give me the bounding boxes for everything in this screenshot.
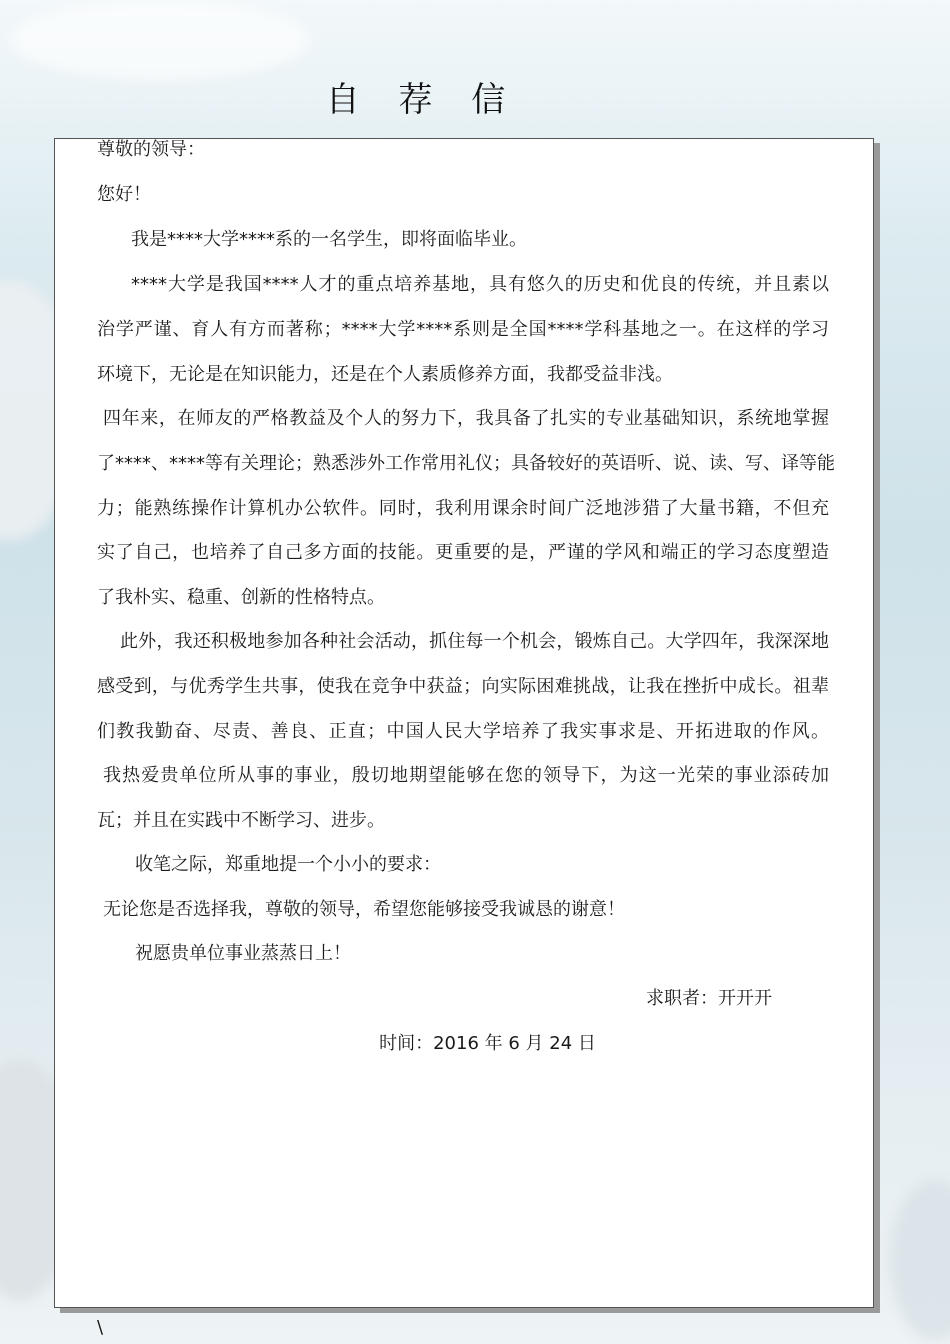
background-decoration — [890, 1180, 950, 1340]
stray-mark: \ — [97, 1317, 104, 1338]
body-line: 我热爱贵单位所从事的事业，殷切地期望能够在您的领导下，为这一光荣的事业添砖加 — [103, 765, 829, 786]
body-line: 瓦；并且在实践中不断学习、进步。 — [97, 810, 385, 831]
letter-date: 时间：2016 年 6 月 24 日 — [379, 1033, 596, 1054]
body-line: 治学严谨、育人有方而著称；****大学****系则是全国****学科基地之一。在这样的学习 — [97, 319, 829, 340]
body-line: 无论您是否选择我，尊敬的领导，希望您能够接受我诚恳的谢意！ — [103, 899, 625, 920]
body-line: 收笔之际，郑重地提一个小小的要求： — [135, 854, 441, 875]
body-line: 我是****大学****系的一名学生，即将面临毕业。 — [131, 229, 527, 250]
page-title: 自 荐 信 — [325, 80, 520, 120]
greeting: 您好！ — [97, 184, 151, 205]
body-line: 力；能熟练操作计算机办公软件。同时，我利用课余时间广泛地涉猎了大量书籍，不但充 — [97, 498, 829, 519]
signature: 求职者：开开开 — [646, 988, 772, 1009]
background-highlight — [10, 0, 310, 80]
salutation: 尊敬的领导： — [97, 139, 205, 160]
body-line: 环境下，无论是在知识能力，还是在个人素质修养方面，我都受益非浅。 — [97, 364, 673, 385]
body-line: 感受到，与优秀学生共事，使我在竞争中获益；向实际困难挑战，让我在挫折中成长。祖辈 — [97, 676, 829, 697]
body-line: 了****、****等有关理论；熟悉涉外工作常用礼仪；具备较好的英语听、说、读、写、译等能 — [97, 453, 835, 474]
body-line: 了我朴实、稳重、创新的性格特点。 — [97, 587, 385, 608]
body-line: ****大学是我国****人才的重点培养基地，具有悠久的历史和优良的传统，并且素以 — [131, 274, 829, 295]
closing-wish: 祝愿贵单位事业蒸蒸日上！ — [135, 943, 351, 964]
body-line: 实了自己，也培养了自己多方面的技能。更重要的是，严谨的学风和端正的学习态度塑造 — [97, 542, 829, 563]
body-line: 四年来，在师友的严格教益及个人的努力下，我具备了扎实的专业基础知识，系统地掌握 — [103, 408, 829, 429]
body-line: 此外，我还积极地参加各种社会活动，抓住每一个机会，锻炼自己。大学四年，我深深地 — [120, 631, 829, 652]
body-line: 们教我勤奋、尽责、善良、正直；中国人民大学培养了我实事求是、开拓进取的作风。 — [97, 721, 829, 742]
